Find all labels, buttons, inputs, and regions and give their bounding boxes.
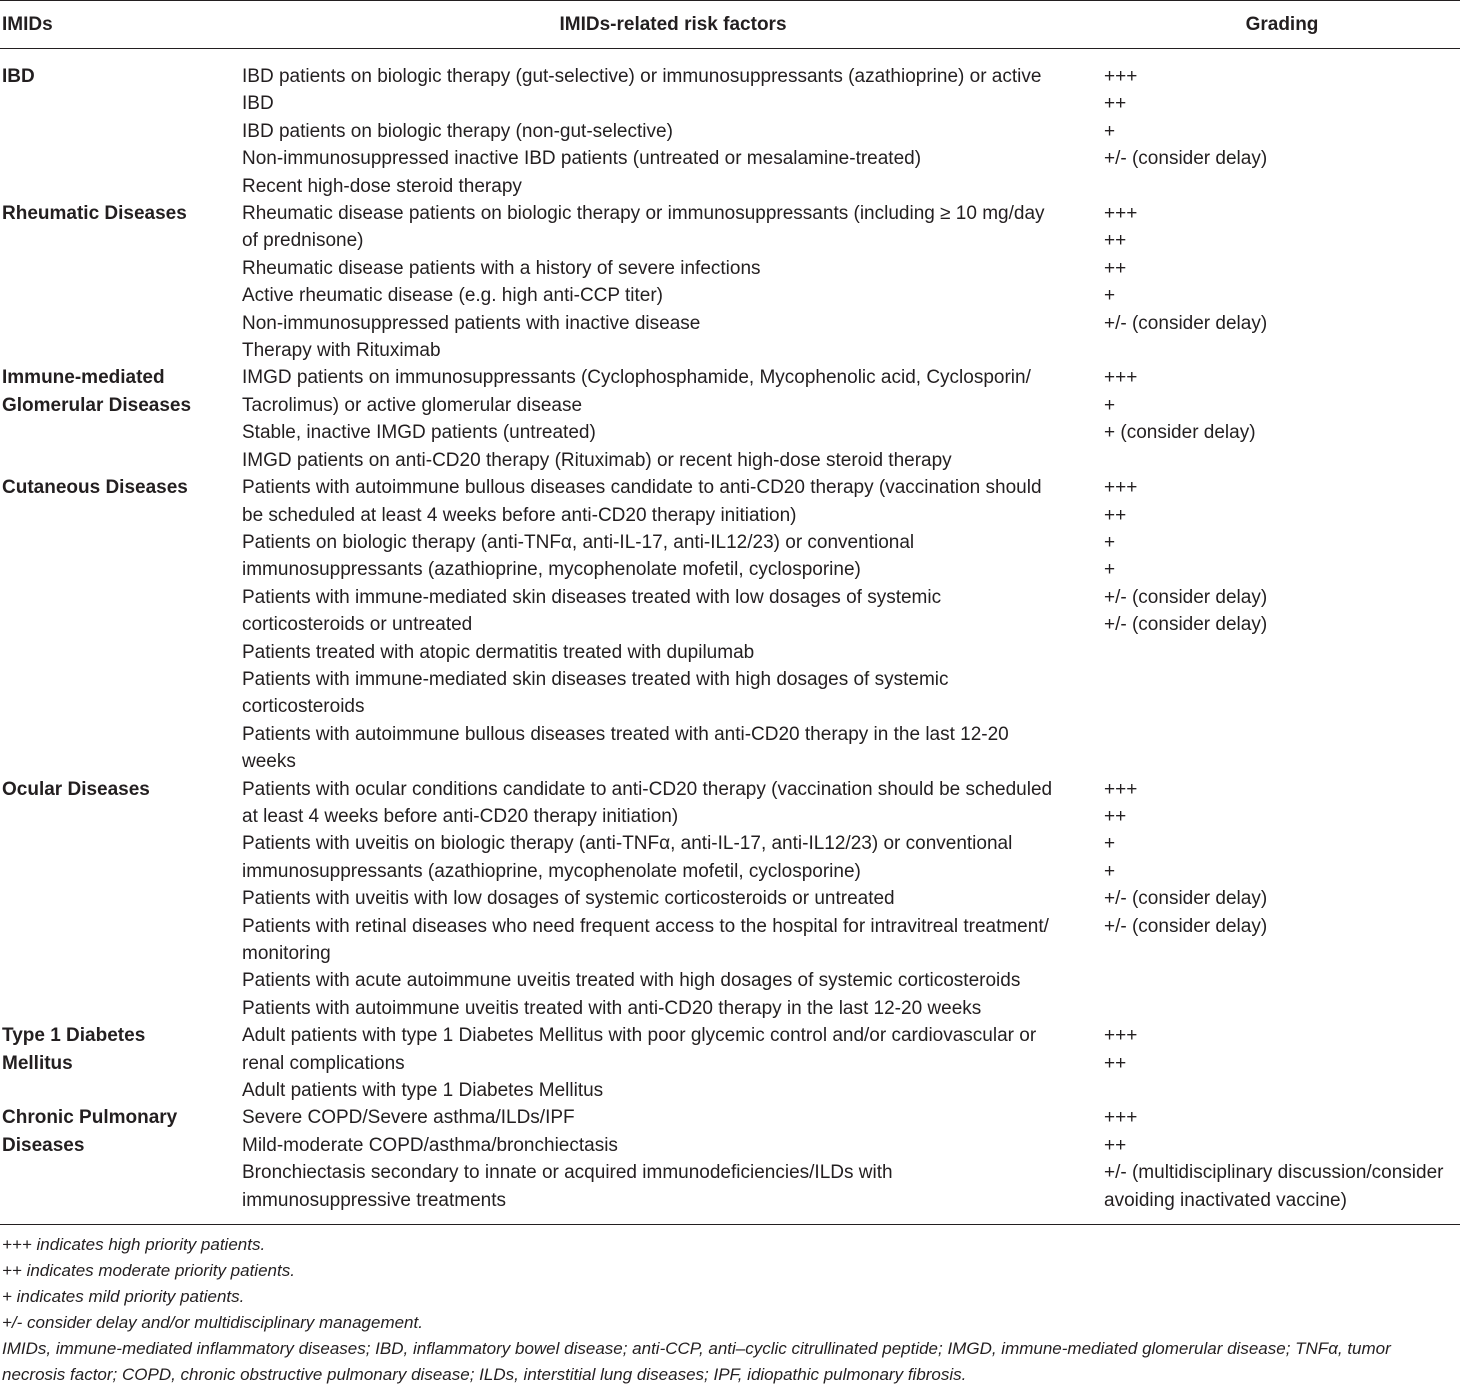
grade-line: ++	[1104, 257, 1127, 279]
disease-cell	[0, 474, 242, 775]
table-body	[0, 49, 1460, 1225]
disease-name-line: Cutaneous Diseases	[2, 477, 188, 499]
risk-factor-line: Patients with autoimmune bullous diseases candidate to anti-CD20 therapy (vaccination should	[242, 477, 1042, 499]
disease-cell	[0, 1022, 242, 1104]
grade-line: +/- (consider delay)	[1104, 888, 1268, 910]
grade-line: +	[1104, 120, 1116, 142]
risk-factor-line: Rheumatic disease patients on biologic therapy or immunosuppressants (including ≥ 10 mg/day	[242, 203, 1045, 225]
table-row	[0, 49, 1460, 201]
disease-name-line: Chronic Pulmonary	[2, 1107, 178, 1129]
header-imids: IMIDs	[0, 1, 242, 49]
risk-factor-line: Patients with retinal diseases who need frequent access to the hospital for intravitreal treatment/	[242, 915, 1049, 937]
table-row	[0, 776, 1460, 1023]
footnote-line: necrosis factor; COPD, chronic obstructive pulmonary disease; ILDs, interstitial lung diseases; IPF, idiopathic pulmonary fibrosis.	[2, 1365, 967, 1384]
risk-factor-line: Adult patients with type 1 Diabetes Mellitus with poor glycemic control and/or cardiovascular or	[242, 1025, 1037, 1047]
grade-line: +++	[1104, 778, 1138, 800]
grade-line: +/- (consider delay)	[1104, 312, 1268, 334]
disease-cell	[0, 49, 242, 201]
grade-line: +/- (consider delay)	[1104, 148, 1268, 170]
risk-factor-line: Patients with immune-mediated skin diseases treated with low dosages of systemic	[242, 586, 942, 608]
risk-factor-line: Tacrolimus) or active glomerular disease	[242, 394, 583, 416]
risk-factor-line: Severe COPD/Severe asthma/ILDs/IPF	[242, 1107, 575, 1129]
table-row	[0, 1022, 1460, 1104]
risk-factor-line: IMGD patients on anti-CD20 therapy (Rituximab) or recent high-dose steroid therapy	[242, 449, 952, 471]
risk-factor-line: monitoring	[242, 943, 331, 964]
grading-cell	[1104, 200, 1460, 364]
risk-factor-line: immunosuppressants (azathioprine, mycophenolate mofetil, cyclosporine)	[242, 559, 861, 581]
risk-factor-line: at least 4 weeks before anti-CD20 therapy initiation)	[242, 805, 679, 827]
risk-factor-line: Non-immunosuppressed inactive IBD patients (untreated or mesalamine-treated)	[242, 148, 922, 170]
grading-cell	[1104, 49, 1460, 201]
header-grading: Grading	[1104, 1, 1460, 49]
risk-factor-line: IBD	[242, 93, 274, 115]
grade-line: +++	[1104, 203, 1138, 225]
grade-line: +++	[1104, 1107, 1138, 1129]
grade-line: +	[1104, 531, 1116, 553]
grade-line: ++	[1104, 93, 1127, 115]
risk-factor-line: Bronchiectasis secondary to innate or acquired immunodeficiencies/ILDs with	[242, 1162, 893, 1184]
grade-line: +	[1104, 285, 1116, 307]
disease-name-line: Glomerular Diseases	[2, 394, 192, 416]
disease-cell	[0, 200, 242, 364]
grading-cell	[1104, 1022, 1460, 1104]
footnote-line: +/- consider delay and/or multidisciplinary management.	[2, 1313, 423, 1332]
grade-line: + (consider delay)	[1104, 422, 1256, 444]
grade-line: +++	[1104, 367, 1138, 389]
risk-factor-line: immunosuppressants (azathioprine, mycophenolate mofetil, cyclosporine)	[242, 860, 861, 882]
risk-factor-line: corticosteroids or untreated	[242, 614, 473, 636]
footnote-line: ++ indicates moderate priority patients.	[2, 1261, 295, 1280]
risk-factors-cell	[242, 1022, 1104, 1104]
risk-factor-line: Stable, inactive IMGD patients (untreated)	[242, 422, 596, 444]
risk-factor-line: Rheumatic disease patients with a history of severe infections	[242, 257, 761, 279]
table-row	[0, 1104, 1460, 1224]
disease-name-line: IBD	[2, 66, 35, 87]
risk-factor-line: Therapy with Rituximab	[242, 340, 441, 362]
risk-factor-line: Patients with uveitis on biologic therapy (anti-TNFα, anti-IL-17, anti-IL12/23) or conventional	[242, 833, 1013, 855]
risk-factor-line: Recent high-dose steroid therapy	[242, 175, 522, 197]
grade-line: +++	[1104, 1025, 1138, 1047]
grade-line: +/- (consider delay)	[1104, 915, 1268, 937]
grade-line: ++	[1104, 504, 1127, 526]
footnote-line: + indicates mild priority patients.	[2, 1287, 245, 1306]
grade-line: +	[1104, 833, 1116, 855]
grade-line: avoiding inactivated vaccine)	[1104, 1189, 1347, 1211]
grade-line: ++	[1104, 1134, 1127, 1156]
footnote-line: IMIDs, immune-mediated inflammatory diseases; IBD, inflammatory bowel disease; anti-CCP, anti–cyclic citrullinated peptide; IMGD, immune-mediated glomerular disease; TNFα, tumor	[2, 1339, 1391, 1358]
risk-factor-line: Mild-moderate COPD/asthma/bronchiectasis	[242, 1134, 618, 1156]
disease-name-line: Immune-mediated	[2, 367, 165, 389]
grade-line: +++	[1104, 477, 1138, 499]
table-row	[0, 474, 1460, 775]
risk-factor-line: be scheduled at least 4 weeks before anti-CD20 therapy initiation)	[242, 504, 797, 526]
risk-factor-line: weeks	[242, 751, 296, 773]
risk-factors-cell	[242, 776, 1104, 1023]
risk-factor-line: IMGD patients on immunosuppressants (Cyclophosphamide, Mycophenolic acid, Cyclosporin/	[242, 367, 1031, 389]
footnote-line: +++ indicates high priority patients.	[2, 1235, 266, 1254]
risk-factor-line: immunosuppressive treatments	[242, 1189, 506, 1211]
disease-name-line: Diseases	[2, 1134, 85, 1156]
grade-line: +	[1104, 394, 1116, 416]
risk-factors-cell	[242, 200, 1104, 364]
header-risk-factors: IMIDs-related risk factors	[242, 1, 1104, 49]
grade-line: +/- (multidisciplinary discussion/consider	[1104, 1162, 1444, 1184]
risk-factor-line: Patients with uveitis with low dosages of systemic corticosteroids or untreated	[242, 888, 895, 910]
grade-line: ++	[1104, 805, 1127, 827]
risk-factor-line: IBD patients on biologic therapy (non-gut-selective)	[242, 120, 673, 142]
risk-factor-line: Non-immunosuppressed patients with inactive disease	[242, 312, 701, 334]
risk-factor-line: renal complications	[242, 1052, 405, 1074]
risk-factor-line: Patients on biologic therapy (anti-TNFα, anti-IL-17, anti-IL12/23) or conventional	[242, 531, 915, 553]
risk-factor-line: Patients with acute autoimmune uveitis treated with high dosages of systemic corticosteroids	[242, 970, 1021, 992]
risk-factor-line: IBD patients on biologic therapy (gut-selective) or immunosuppressants (azathioprine) or active	[242, 66, 1042, 87]
disease-cell	[0, 364, 242, 474]
grade-line: ++	[1104, 230, 1127, 252]
risk-factor-line: Active rheumatic disease (e.g. high anti-CCP titer)	[242, 285, 663, 307]
risk-factor-line: Patients treated with atopic dermatitis treated with dupilumab	[242, 641, 755, 663]
grade-line: +/- (consider delay)	[1104, 614, 1268, 636]
risk-factor-line: corticosteroids	[242, 696, 365, 718]
disease-name-line: Ocular Diseases	[2, 778, 150, 800]
grade-line: +	[1104, 559, 1116, 581]
table-row	[0, 200, 1460, 364]
disease-name-line: Mellitus	[2, 1052, 73, 1074]
risk-factor-line: Patients with immune-mediated skin diseases treated with high dosages of systemic	[242, 668, 949, 690]
risk-factors-cell	[242, 1104, 1104, 1224]
table-row	[0, 364, 1460, 474]
risk-factor-line: Adult patients with type 1 Diabetes Mellitus	[242, 1080, 604, 1102]
grading-cell	[1104, 776, 1460, 1023]
grade-line: ++	[1104, 1052, 1127, 1074]
disease-cell	[0, 776, 242, 1023]
risk-factors-cell	[242, 49, 1104, 201]
grade-line: +/- (consider delay)	[1104, 586, 1268, 608]
risk-factor-line: Patients with ocular conditions candidate to anti-CD20 therapy (vaccination should be scheduled	[242, 778, 1053, 800]
grade-line: +++	[1104, 66, 1138, 87]
table-footnotes	[2, 1232, 1458, 1388]
grade-line: +	[1104, 860, 1116, 882]
grading-cell	[1104, 364, 1460, 474]
risk-factors-cell	[242, 474, 1104, 775]
risk-factor-line: Patients with autoimmune bullous diseases treated with anti-CD20 therapy in the last 12-20	[242, 723, 1009, 745]
table-header-row	[0, 1, 1460, 49]
disease-name-line: Rheumatic Diseases	[2, 203, 187, 225]
disease-name-line: Type 1 Diabetes	[2, 1025, 146, 1047]
grading-cell	[1104, 474, 1460, 775]
risk-factor-line: Patients with autoimmune uveitis treated with anti-CD20 therapy in the last 12-20 weeks	[242, 997, 982, 1019]
risk-factors-cell	[242, 364, 1104, 474]
disease-cell	[0, 1104, 242, 1224]
risk-factor-line: of prednisone)	[242, 230, 364, 252]
grading-cell	[1104, 1104, 1460, 1224]
